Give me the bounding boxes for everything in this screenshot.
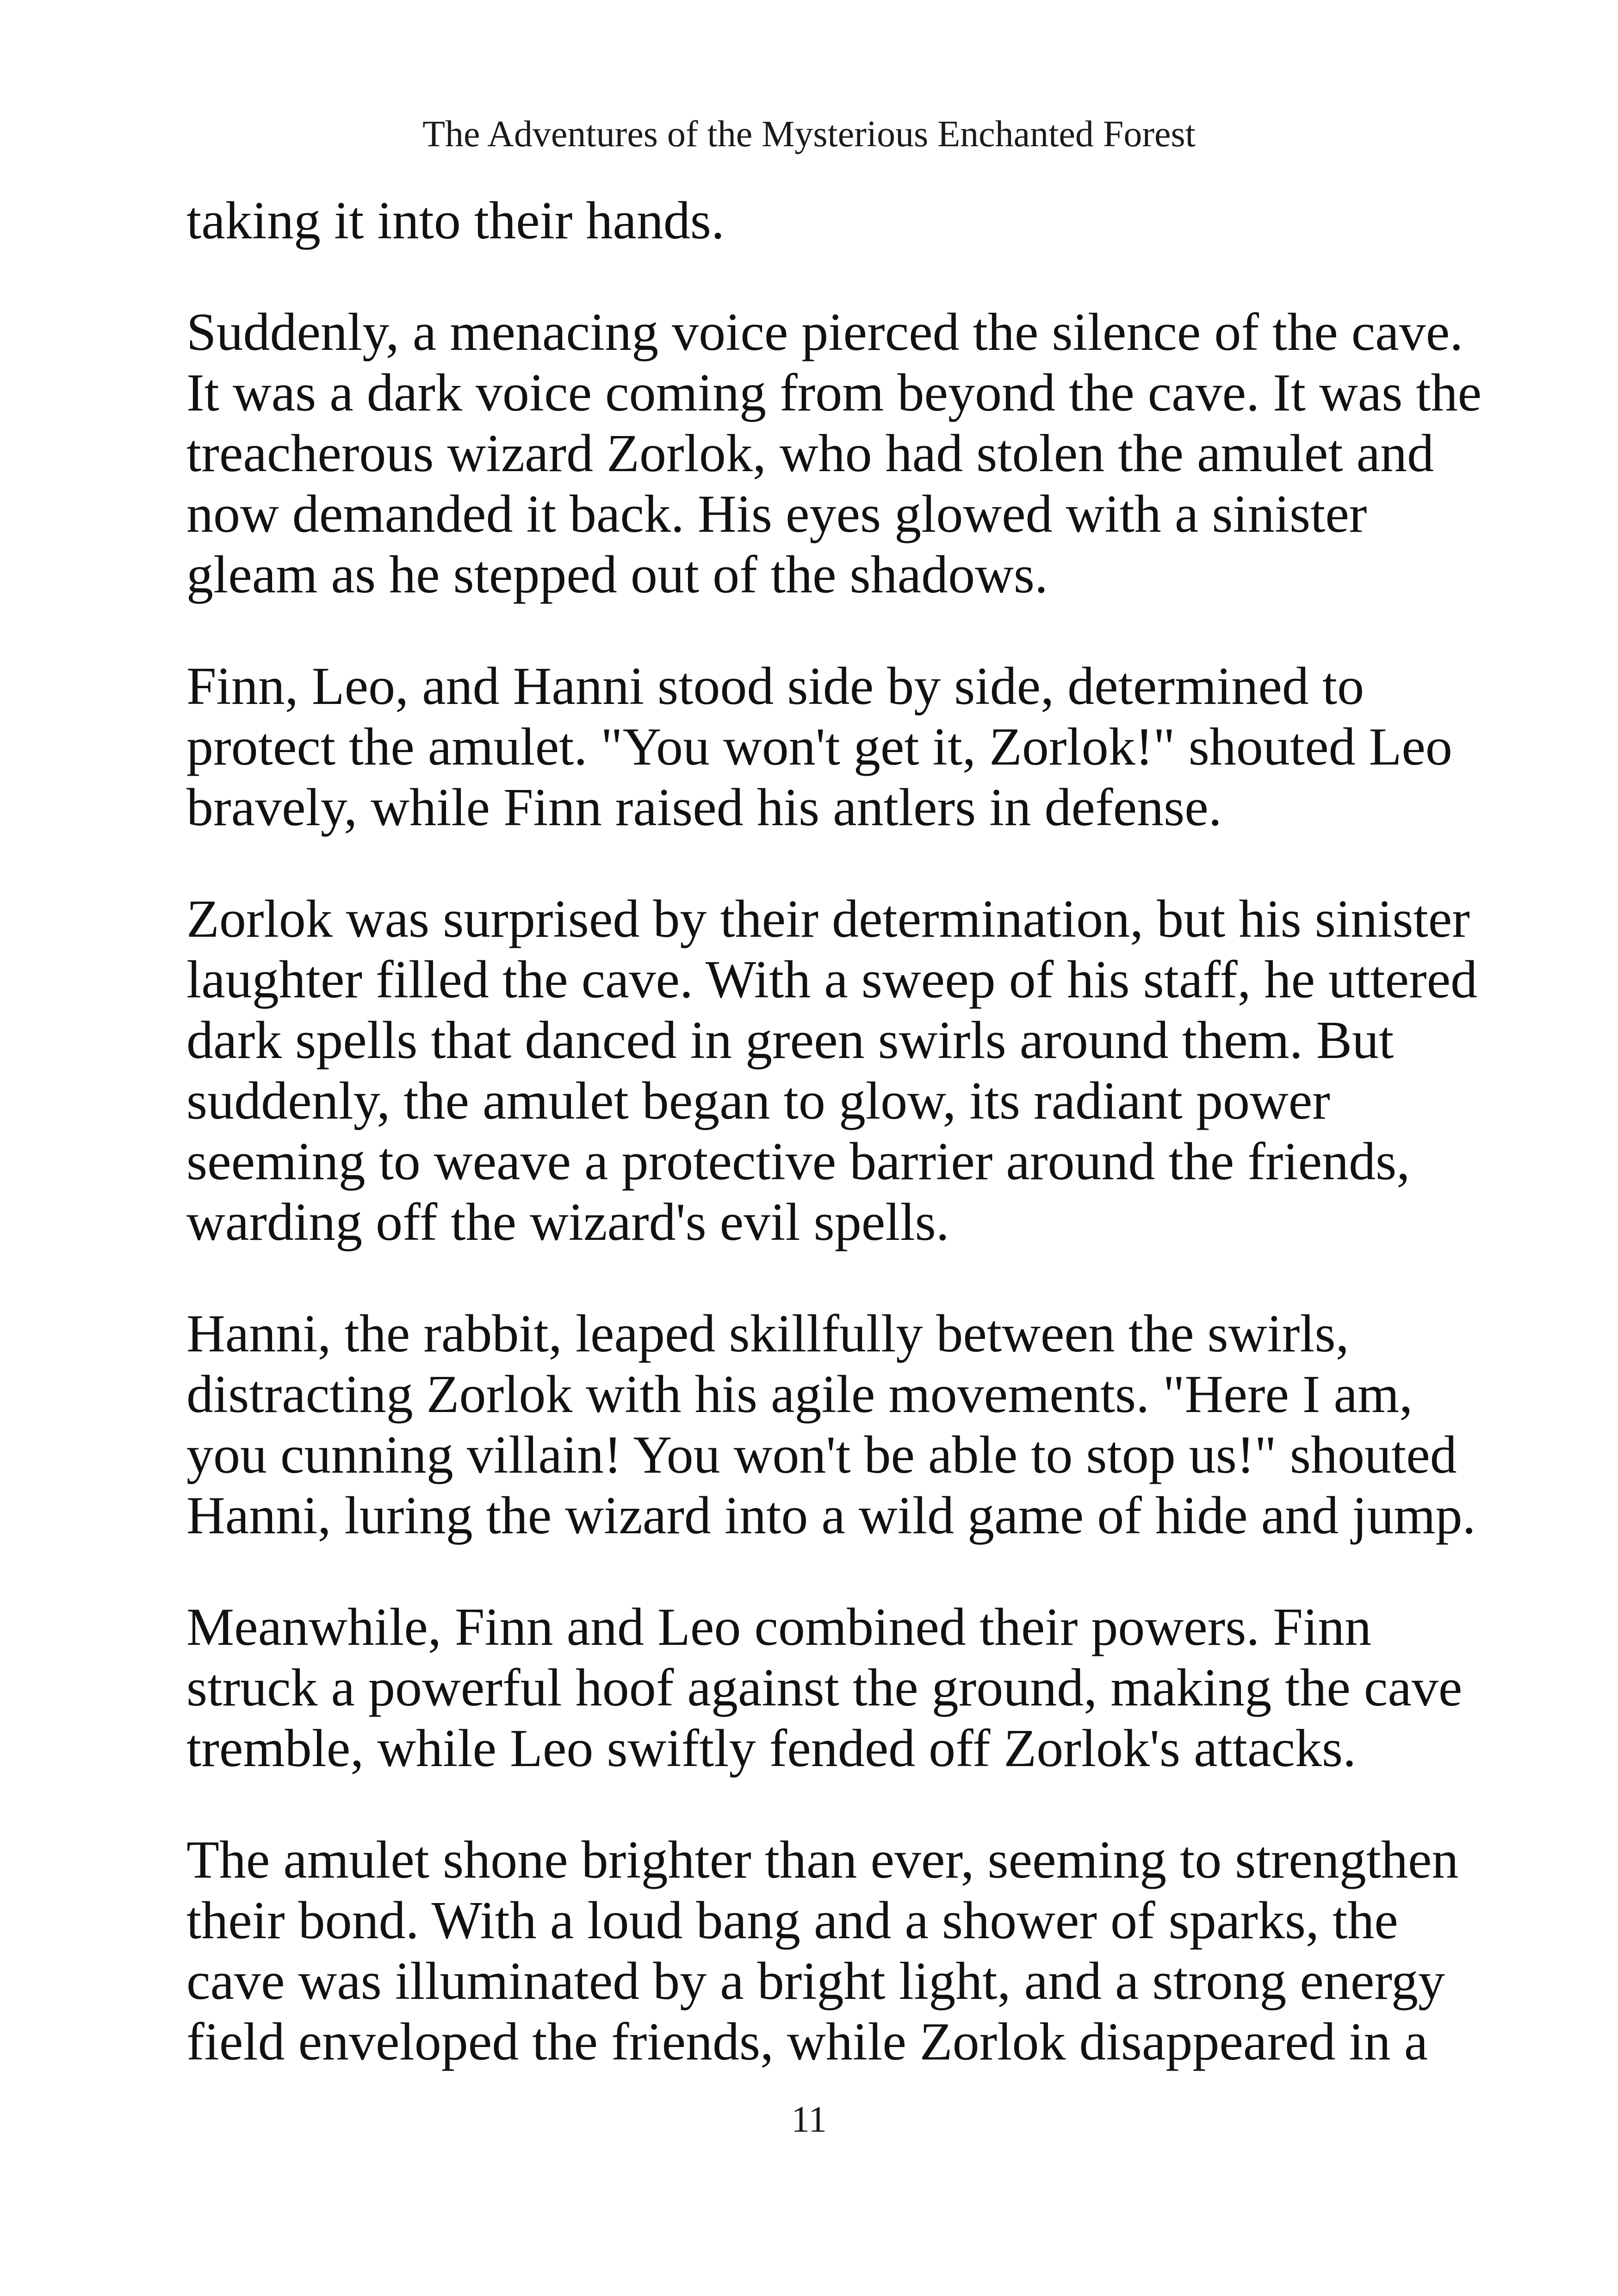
text-line: laughter filled the cave. With a sweep of his staff, he uttered [186,950,1478,1009]
text-line: taking it into their hands. [186,191,725,250]
text-line: suddenly, the amulet began to glow, its radiant power [186,1071,1330,1131]
text-line: Hanni, the rabbit, leaped skillfully between the swirls, [186,1304,1349,1363]
text-line: bravely, while Finn raised his antlers in defense. [186,778,1222,837]
text-line: warding off the wizard's evil spells. [186,1193,949,1252]
text-line: gleam as he stepped out of the shadows. [186,545,1048,604]
text-line: Zorlok was surprised by their determination, but his sinister [186,890,1470,949]
text-line: their bond. With a loud bang and a shower of sparks, the [186,1891,1398,1950]
text-line: tremble, while Leo swiftly fended off Zorlok's attacks. [186,1719,1357,1778]
paragraph [186,1304,1476,1546]
text-line: now demanded it back. His eyes glowed with a sinister [186,485,1367,544]
paragraph [186,1597,1463,1779]
paragraph [186,889,1478,1253]
text-line: Hanni, luring the wizard into a wild game of hide and jump. [186,1486,1476,1545]
text-line: Meanwhile, Finn and Leo combined their powers. Finn [186,1598,1372,1657]
text-line: dark spells that danced in green swirls around them. But [186,1011,1394,1070]
paragraph [186,1830,1459,2072]
text-line: Suddenly, a menacing voice pierced the silence of the cave. [186,303,1463,362]
text-line: It was a dark voice coming from beyond the cave. It was the [186,363,1482,423]
text-line: protect the amulet. "You won't get it, Zorlok!" shouted Leo [186,717,1452,777]
paragraph [186,656,1454,838]
text-line: seeming to weave a protective barrier around the friends, [186,1132,1410,1191]
text-line: Finn, Leo, and Hanni stood side by side, determined to [186,657,1364,716]
text-line: cave was illuminated by a bright light, and a strong energy [186,1952,1445,2011]
text-line: struck a powerful hoof against the ground, making the cave [186,1658,1463,1717]
paragraph [186,191,1454,251]
paragraph [186,302,1482,605]
text-line: field enveloped the friends, while Zorlok disappeared in a [186,2012,1428,2072]
text-line: distracting Zorlok with his agile movements. "Here I am, [186,1365,1413,1424]
text-line: The amulet shone brighter than ever, seeming to strengthen [186,1830,1459,1890]
text-line: treacherous wizard Zorlok, who had stolen the amulet and [186,424,1434,483]
text-line: you cunning villain! You won't be able to stop us!" shouted [186,1425,1457,1485]
running-header-title: The Adventures of the Mysterious Enchanted Forest [422,114,1196,155]
page-number: 11 [791,2099,827,2140]
body-text [186,191,1482,2072]
